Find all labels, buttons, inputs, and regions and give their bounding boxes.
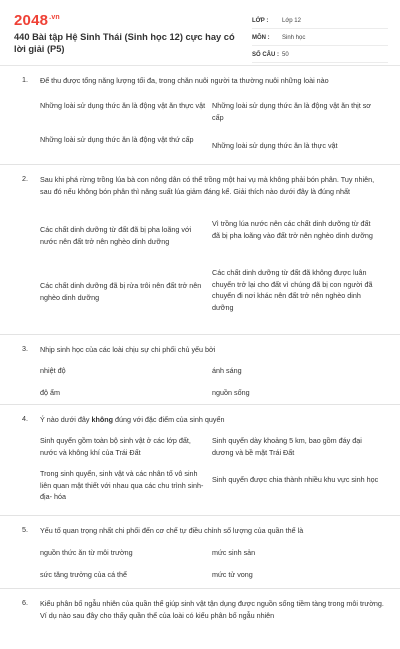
answer-option[interactable]: nhiệt độ [40,366,66,375]
answer-option[interactable]: Sinh quyển được chia thành nhiều khu vực sinh học [212,475,379,484]
meta-label: SỐ CÂU : [252,52,279,58]
answer-option[interactable]: Những loài sử dụng thức ăn là động vật ăn thực vật [40,101,206,110]
answer-option[interactable]: sức tăng trưởng của cá thể [40,570,128,579]
meta-row-class [252,14,388,29]
question-6 [0,589,400,649]
meta-row-subject [252,31,388,46]
question-4 [0,405,400,516]
answer-option[interactable]: Các chất dinh dưỡng từ đất đã bị pha loãng với nước nên đất trở nên nghèo dinh dưỡng [40,225,192,246]
question-5 [0,516,400,589]
question-text: Yếu tố quan trọng nhất chi phối đến cơ chế tự điều chỉnh số lượng của quần thể là [40,526,304,535]
question-number: 6. [22,598,28,607]
answer-option[interactable]: Sinh quyển gồm toàn bộ sinh vật ở các lớp đất, nước và không khí của Trái Đất [40,436,191,457]
answer-option[interactable]: mức tử vong [212,570,253,579]
answer-option[interactable]: Sinh quyển dày khoảng 5 km, bao gồm đáy đại dương và bề mặt Trái Đất [212,436,362,457]
meta-row-count [252,48,388,63]
question-text-start: Ý nào dưới đây [40,415,92,424]
question-number: 1. [22,75,28,84]
question-list [0,66,400,649]
question-text-end: đúng với đặc điểm của sinh quyển [113,415,225,424]
meta-value: Lớp 12 [282,18,301,24]
question-1 [0,66,400,165]
answer-option[interactable]: Các chất dinh dưỡng đã bị rửa trôi nên đất trở nên nghèo dinh dưỡng [40,281,202,302]
question-text [40,414,386,426]
page-title: 440 Bài tập Hệ Sinh Thái (Sinh học 12) cực hay có lời giải (P5) [14,32,235,54]
answer-option[interactable]: ánh sáng [212,366,242,375]
answer-option[interactable]: nguồn sống [212,388,250,397]
question-text: Kiểu phân bố ngẫu nhiên của quần thể giúp sinh vật tận dụng được nguồn sống tiềm tàng trong môi trường. Ví dụ nào sau đây cho thấy quần thể của loài có kiểu phân bố ngẫu nhiên [40,599,384,620]
answer-option[interactable]: Những loài sử dụng thức ăn là động vật ăn thịt sơ cấp [212,101,371,122]
question-2 [0,165,400,335]
meta-value: Sinh học [282,35,306,41]
site-logo[interactable] [14,12,60,29]
answer-option[interactable]: Những loài sử dụng thức ăn là động vật thứ cấp [40,135,194,144]
answer-option[interactable]: Trong sinh quyển, sinh vật và các nhân tố vô sinh liên quan mật thiết với nhau qua các chu trình sinh-địa- hóa [40,469,204,501]
question-number: 3. [22,344,28,353]
meta-value: 50 [282,52,289,58]
answer-option[interactable]: mức sinh sản [212,548,256,557]
answer-option[interactable]: Những loài sử dụng thức ăn là thực vật [212,141,338,150]
question-number: 5. [22,525,28,534]
logo-text: 2048 [14,12,49,29]
question-number: 2. [22,174,28,183]
meta-info [252,14,388,65]
question-text: Nhịp sinh học của các loài chịu sự chi phối chủ yếu bởi [40,345,216,354]
answer-option[interactable]: Các chất dinh dưỡng từ đất đã không được luân chuyển trở lại cho đất vì chúng đã bị con người đã chuyển đi nơi khác nên đất trở nên nghèo dinh dưỡng [212,268,373,312]
question-text: Để thu được tổng năng lượng tối đa, trong chăn nuôi người ta thường nuôi những loài nào [40,76,329,85]
question-3 [0,335,400,405]
meta-label: MÔN : [252,35,270,41]
question-keyword: không [91,415,114,424]
page-header [0,0,400,66]
answer-option[interactable]: độ ẩm [40,388,60,397]
question-text: Sau khi phá rừng trồng lúa bà con nông dân có thể trồng một hai vụ mà không phải bón phân. Tuy nhiên, sau đó nếu không bón phân thì năng suất lúa giảm đáng kể. Giải thích nào dưới đây là đúng nhất [40,175,375,196]
meta-label: LỚP : [252,18,269,24]
logo-suffix: .vn [49,14,60,21]
answer-option[interactable]: Vì trồng lúa nước nên các chất dinh dưỡng từ đất đã bị pha loãng vào đất trở nên nghèo dinh dưỡng [212,219,373,240]
answer-option[interactable]: nguồn thức ăn từ môi trường [40,548,133,557]
question-number: 4. [22,414,28,423]
